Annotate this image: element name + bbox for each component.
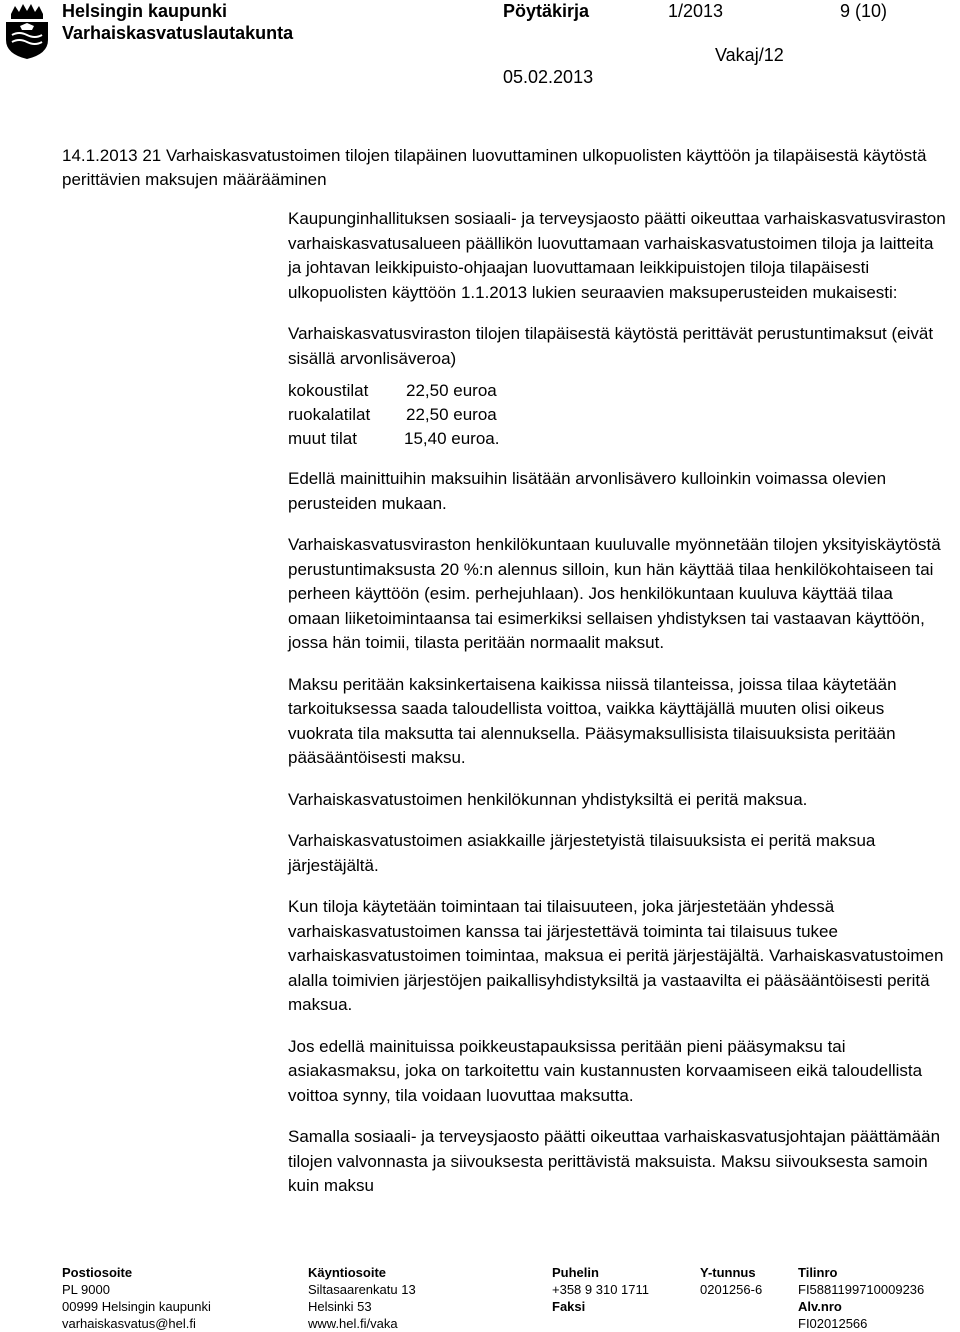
- footer-heading: Postiosoite: [62, 1265, 133, 1280]
- fee-list: [288, 379, 948, 451]
- footer-heading: Faksi: [552, 1299, 586, 1314]
- section-heading: 14.1.2013 21 Varhaiskasvatustoimen tilojen tilapäinen luovuttaminen ulkopuolisten käyttöön ja tilapäisestä käytöstä perittävien maksujen määrääminen: [62, 146, 927, 189]
- footer-postal-address: [62, 1264, 211, 1332]
- fee-label: muut tilat: [288, 429, 357, 448]
- fee-amount: 22,50 euroa: [406, 381, 497, 400]
- fee-row: [288, 379, 948, 403]
- fee-amount: 15,40 euroa.: [404, 429, 500, 448]
- fee-label: ruokalatilat: [288, 405, 371, 424]
- board-name: Varhaiskasvatuslautakunta: [62, 23, 294, 43]
- footer-phone: [552, 1264, 649, 1315]
- footer-text: FI02012566: [798, 1316, 868, 1331]
- document-number: 1/2013: [668, 1, 724, 21]
- fee-row: [288, 403, 948, 427]
- paragraph-joint-events: Kun tiloja käytetään toimintaan tai tilaisuuteen, joka järjestetään yhdessä varhaiskasvatustoimen kanssa tai järjestettävä toiminta tai tilaisuus tukee varhaiskasvatustoimen toimintaa, maksua ei peritä järjestäjältä. Varhaiskasvatustoimen alalla toimivien järjestöjen paikallisyhdistyksiltä ja vastaavilta ei pääsääntöisesti peritä maksua.: [288, 897, 944, 1014]
- footer-heading: Puhelin: [552, 1265, 599, 1280]
- footer-visiting-address: [308, 1264, 416, 1332]
- page-number: 9 (10): [840, 1, 888, 21]
- footer-heading: Y-tunnus: [700, 1265, 756, 1280]
- footer-text: +358 9 310 1711: [552, 1282, 649, 1297]
- footer-business-id: [700, 1264, 762, 1298]
- fee-row: [288, 427, 948, 451]
- paragraph-decision: Kaupunginhallituksen sosiaali- ja terveysjaosto päätti oikeuttaa varhaiskasvatusviraston varhaiskasvatusalueen päällikön luovuttamaan varhaiskasvatustoimen tiloja ja laitteita ja johtavan leikkipuisto-ohjaajan luovuttamaan leikkipuistojen tiloja tilapäisesti ulkopuolisten käyttöön 1.1.2013 lukien seuraavien maksuperusteiden mukaisesti:: [288, 209, 946, 302]
- organization-name: Helsingin kaupunki: [62, 1, 228, 21]
- paragraph-vat: Edellä mainittuihin maksuihin lisätään arvonlisävero kulloinkin voimassa olevien perusteiden mukaan.: [288, 469, 887, 513]
- footer-heading: Alv.nro: [798, 1299, 842, 1314]
- paragraph-base-fees: Varhaiskasvatusviraston tilojen tilapäisestä käytöstä perittävät perustuntimaksut (eivät sisällä arvonlisäveroa): [288, 324, 934, 368]
- footer-text: Helsinki 53: [308, 1299, 372, 1314]
- footer-email: varhaiskasvatus@hel.fi: [62, 1316, 196, 1331]
- fee-amount: 22,50 euroa: [406, 405, 497, 424]
- document-body: [288, 207, 948, 1216]
- footer-heading: Käyntiosoite: [308, 1265, 387, 1280]
- footer-text: PL 9000: [62, 1282, 110, 1297]
- footer-text: 0201256-6: [700, 1282, 763, 1297]
- footer-website: www.hel.fi/vaka: [308, 1316, 398, 1331]
- paragraph-exceptions: Jos edellä mainituissa poikkeustapauksissa peritään pieni pääsymaksu tai asiakasmaksu, joka on tarkoitettu vain kustannusten korvaamiseen eikä taloudellista voittoa synny, tila voidaan luovuttaa maksutta.: [288, 1036, 923, 1105]
- document-type: Pöytäkirja: [503, 1, 590, 21]
- helsinki-coat-of-arms-logo: [2, 2, 52, 60]
- paragraph-double-fee: Maksu peritään kaksinkertaisena kaikissa niissä tilanteissa, joissa tilaa käytetään tarkoituksessa saada taloudellista voittoa, vaikka käyttäjällä muuten olisi oikeus vuokrata tila maksutta tai alennuksella. Pääsymaksullisista tilaisuuksista peritään pääsääntöisesti maksu.: [288, 674, 897, 767]
- reference-code: Vakaj/12: [715, 45, 784, 65]
- paragraph-staff-discount: Varhaiskasvatusviraston henkilökuntaan kuuluvalle myönnetään tilojen yksityiskäytöstä perustuntimaksusta 20 %:n alennus silloin, kun hän käyttää tilaa henkilökohtaiseen tai perheen käyttöön (esim. perhejuhlaan). Jos henkilökuntaan kuuluva käyttää tilaa omaan liiketoimintaansa tai esimerkiksi sellaisen yhdistyksen tai vastaavan käyttöön, jossa hän toimii, tilasta peritään normaalit maksut.: [288, 535, 941, 652]
- footer-text: FI5881199710009236: [798, 1282, 925, 1297]
- paragraph-supervision-fees: Samalla sosiaali- ja terveysjaosto päätti oikeuttaa varhaiskasvatusjohtajan päättämään tilojen valvonnasta ja siivouksesta perittävistä maksuista. Maksu siivouksesta samoin kuin maksu: [288, 1127, 941, 1195]
- document-date: 05.02.2013: [503, 67, 594, 87]
- footer-text: 00999 Helsingin kaupunki: [62, 1299, 211, 1314]
- paragraph-customer-events: Varhaiskasvatustoimen asiakkaille järjestetyistä tilaisuuksista ei peritä maksua järjestäjältä.: [288, 831, 876, 875]
- footer-account: [798, 1264, 924, 1332]
- fee-label: kokoustilat: [288, 381, 369, 400]
- footer-text: Siltasaarenkatu 13: [308, 1282, 416, 1297]
- paragraph-staff-associations: Varhaiskasvatustoimen henkilökunnan yhdistyksiltä ei peritä maksua.: [288, 789, 808, 809]
- footer-heading: Tilinro: [798, 1265, 838, 1280]
